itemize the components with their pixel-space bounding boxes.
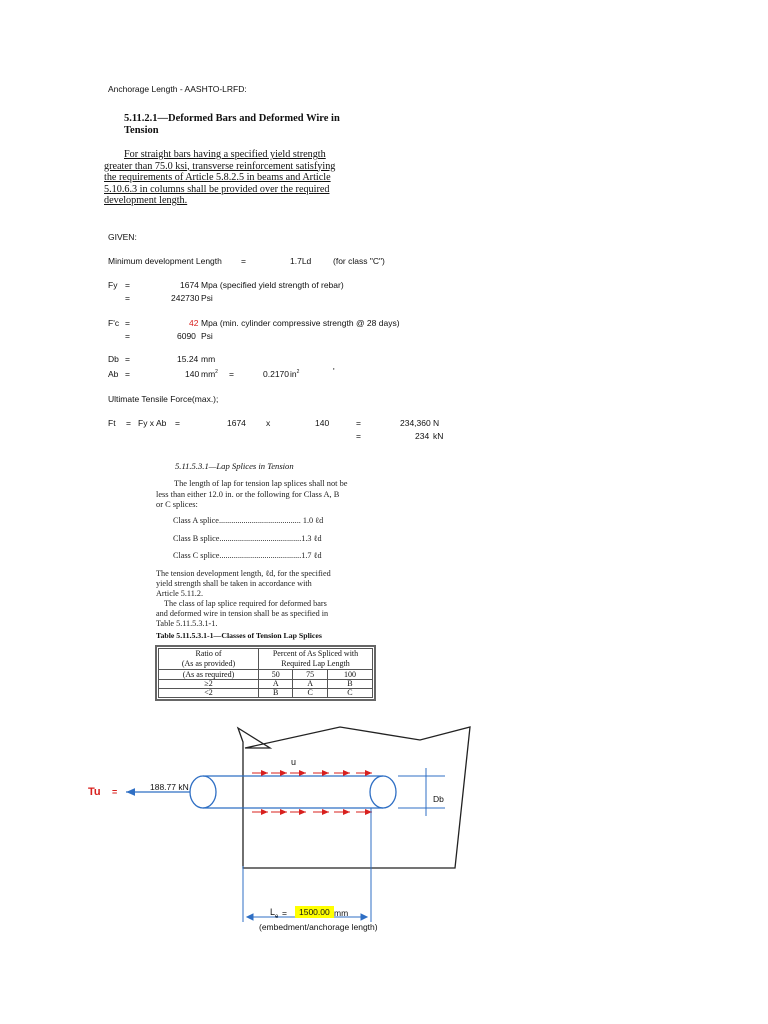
fy-unit-note: Mpa (specified yield strength of rebar) xyxy=(201,280,344,290)
lap-table-title: Table 5.11.5.3.1-1—Classes of Tension Lap Splices xyxy=(156,631,322,640)
row1-100: B xyxy=(327,680,372,689)
le-value-highlight: 1500.00 xyxy=(295,906,334,918)
row1-ratio: ≥2 xyxy=(159,680,259,689)
lap-para2-line-2: yield strength shall be taken in accordance with xyxy=(156,579,312,588)
fy-psi-unit: Psi xyxy=(201,293,213,303)
fc-unit-note: Mpa (min. cylinder compressive strength @ 28 days) xyxy=(201,318,400,328)
ab-unit: $mm^2$ xyxy=(201,369,218,379)
ratio-header-row-3: (As as required) xyxy=(159,670,259,680)
lap-para1-line-1: The length of lap for tension lap splices shall not be xyxy=(174,479,348,488)
tensile-label: Ultimate Tensile Force(max.); xyxy=(108,394,219,404)
ab-in-unit: $in^2$ xyxy=(290,369,300,379)
document-header: Anchorage Length - AASHTO-LRFD: xyxy=(108,84,247,94)
ab-value: 140 xyxy=(185,369,200,379)
fc-label: F'c xyxy=(108,318,120,328)
ft-unit-n: N xyxy=(433,418,440,428)
lap-para2-line-5: and deformed wire in tension shall be as specified in xyxy=(156,609,329,618)
db-label: Db xyxy=(108,354,119,364)
given-label: GIVEN: xyxy=(108,232,137,242)
fc-psi: 6090 xyxy=(177,331,196,341)
min-dev-value: 1.7Ld xyxy=(290,256,312,266)
db-diagram-label: Db xyxy=(433,794,444,804)
le-label: $L_e$ xyxy=(270,907,279,920)
fy-eq2: = xyxy=(125,293,130,303)
fy-psi: 242730 xyxy=(171,293,200,303)
ft-result-kn: 234 xyxy=(415,431,430,441)
lap-para2-line-4: The class of lap splice required for deformed bars xyxy=(156,599,327,608)
ft-eq3: = xyxy=(356,418,361,428)
ft-label: Ft xyxy=(108,418,116,428)
le-note: (embedment/anchorage length) xyxy=(259,922,378,932)
article-body-line-5: development length. xyxy=(104,195,188,206)
lap-para1-line-2: less than either 12.0 in. or the following for Class A, B xyxy=(156,489,340,499)
bond-stress-u-label: u xyxy=(291,757,297,767)
tu-eq: = xyxy=(112,787,118,797)
article-body-line-2: greater than 75.0 ksi, transverse reinforcement satisfying xyxy=(104,160,336,172)
article-title-line-2: Tension xyxy=(124,125,159,136)
article-body-line-1: For straight bars having a specified yield strength xyxy=(124,149,326,160)
ft-eq2: = xyxy=(175,418,180,428)
col-75-header: 75 xyxy=(293,670,327,680)
fy-value: 1674 xyxy=(180,280,199,290)
rebar-bar xyxy=(190,776,396,808)
row1-50: A xyxy=(259,680,293,689)
lap-para2-line-6: Table 5.11.5.3.1-1. xyxy=(156,619,218,628)
fy-label: Fy xyxy=(108,280,118,290)
min-dev-note: (for class "C") xyxy=(333,256,385,266)
ft-result-n: 234,360 xyxy=(400,418,431,428)
ratio-header: Ratio of (As as provided) xyxy=(159,649,259,670)
article-body-line-4: 5.10.6.3 in columns shall be provided over the required xyxy=(104,183,330,195)
row2-100: C xyxy=(327,689,372,698)
row2-75: C xyxy=(293,689,327,698)
ft-unit-kn: kN xyxy=(433,431,444,441)
ft-eq1: = xyxy=(126,418,131,428)
article-title-line-1: 5.11.2.1—Deformed Bars and Deformed Wire in xyxy=(124,113,340,124)
le-unit: mm xyxy=(334,908,349,918)
ab-eq2: = xyxy=(229,369,234,379)
le-dimension xyxy=(243,808,371,922)
db-value: 15.24 xyxy=(177,354,199,364)
ab-in-value: 0.2170 xyxy=(263,369,289,379)
col-100-header: 100 xyxy=(327,670,372,680)
article-body-line-3: the requirements of Article 5.8.2.5 in beams and Article xyxy=(104,172,331,183)
db-eq: = xyxy=(125,354,130,364)
force-value: 188.77 kN xyxy=(150,782,189,792)
fy-eq: = xyxy=(125,280,130,290)
tu-label: Tu xyxy=(88,786,101,798)
ft-times: x xyxy=(266,418,271,428)
min-dev-label: Minimum development Length xyxy=(108,256,222,266)
lap-para2-line-3: Article 5.11.2. xyxy=(156,589,203,598)
fc-eq: = xyxy=(125,318,130,328)
fc-psi-unit: Psi xyxy=(201,331,213,341)
lap-para1-line-3: or C splices: xyxy=(156,500,198,509)
class-c-splice: Class C splice........................................1.7 ℓd xyxy=(173,551,322,560)
min-dev-eq: = xyxy=(241,256,246,266)
row2-ratio: <2 xyxy=(159,689,259,698)
col-50-header: 50 xyxy=(259,670,293,680)
class-b-splice: Class B splice........................................1.3 ℓd xyxy=(173,534,322,543)
ab-tick-mark: ' xyxy=(333,366,335,376)
fc-eq2: = xyxy=(125,331,130,341)
ft-eq4: = xyxy=(356,431,361,441)
le-eq: = xyxy=(282,908,287,918)
class-a-splice: Class A splice........................................ 1.0 ℓd xyxy=(173,516,324,525)
ft-ab: 140 xyxy=(315,418,330,428)
ft-formula: Fy x Ab xyxy=(138,418,167,428)
percent-header: Percent of As Spliced with Required Lap Length xyxy=(259,649,373,670)
db-dimension xyxy=(398,768,445,816)
ft-fy: 1674 xyxy=(227,418,246,428)
ab-label: Ab xyxy=(108,369,119,379)
row2-50: B xyxy=(259,689,293,698)
lap-para2-line-1: The tension development length, ℓd, for the specified xyxy=(156,569,331,578)
fc-value: 42 xyxy=(189,318,199,328)
lap-splice-title: 5.11.5.3.1—Lap Splices in Tension xyxy=(175,461,294,471)
db-unit: mm xyxy=(201,354,216,364)
ab-eq: = xyxy=(125,369,130,379)
row1-75: A xyxy=(293,680,327,689)
